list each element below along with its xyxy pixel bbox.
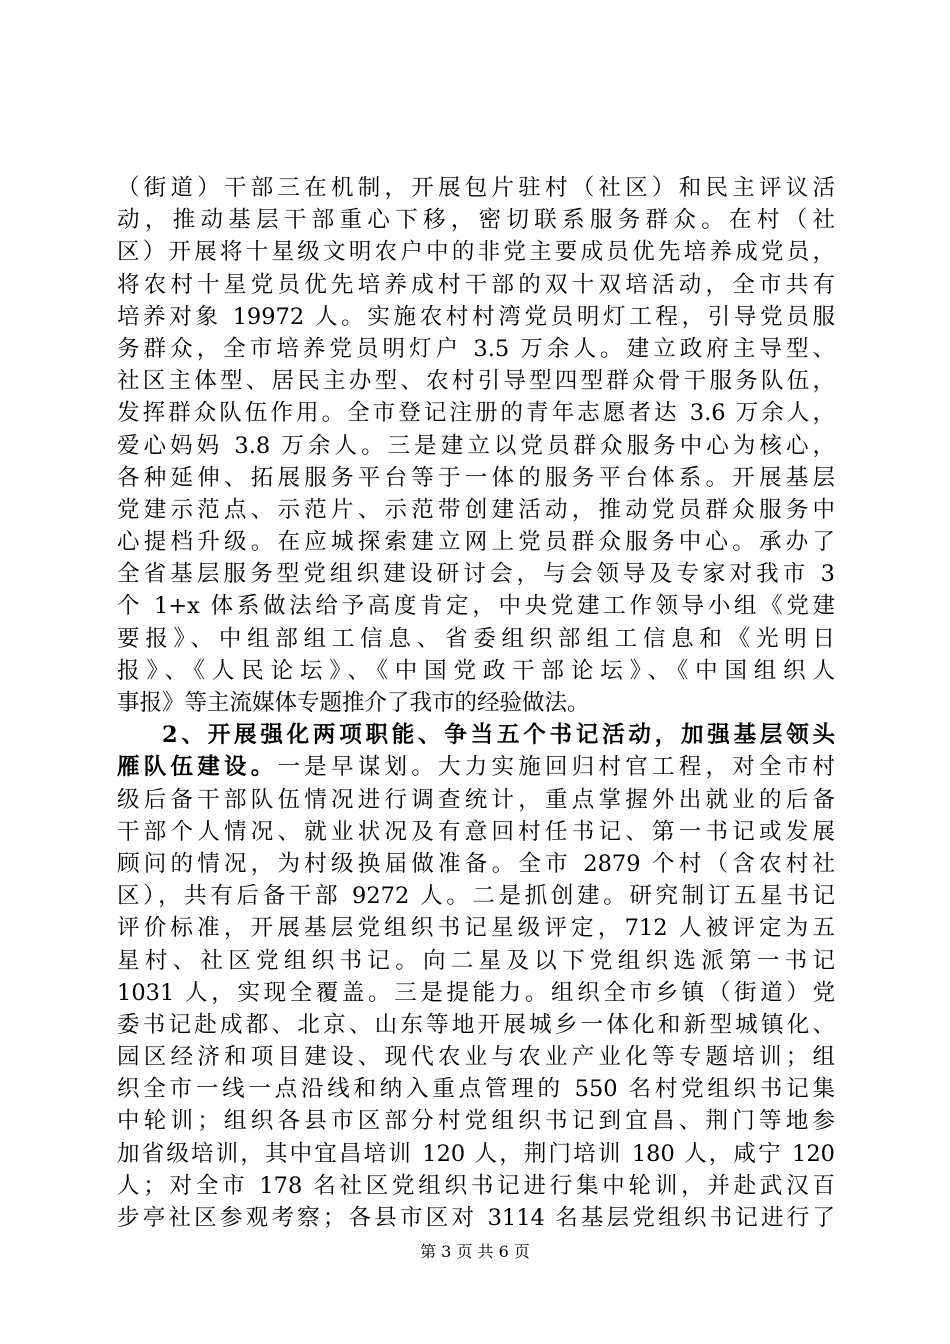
text-line: 织全市一线一点沿线和纳入重点管理的 550 名村党组织书记集 xyxy=(117,1076,835,1103)
text-line: 要报》、中组部组工信息、省委组织部组工信息和《光明日 xyxy=(117,625,835,652)
page-number-footer: 第 3 页 共 6 页 xyxy=(420,1242,530,1261)
text-line: 人；对全市 178 名社区党组织书记进行集中轮训，并赴武汉百 xyxy=(117,1172,835,1199)
document-body xyxy=(117,172,835,1234)
text-line: 心提档升级。在应城探索建立网上党员群众服务中心。承办了 xyxy=(117,529,835,556)
text-line: 加省级培训，其中宜昌培训 120 人，荆门培训 180 人，咸宁 120 xyxy=(117,1140,835,1167)
text-line: 全省基层服务型党组织建设研讨会，与会领导及专家对我市 3 xyxy=(117,561,835,588)
text-line: 报》、《人民论坛》、《中国党政干部论坛》、《中国组织人 xyxy=(117,657,835,684)
text-run: 一是早谋划。大力实施回归村官工程，对全市村 xyxy=(277,754,835,781)
text-line: 级后备干部队伍情况进行调查统计，重点掌握外出就业的后备 xyxy=(117,786,835,813)
text-line: 培养对象 19972 人。实施农村村湾党员明灯工程，引导党员服 xyxy=(117,303,835,330)
text-line: 区）开展将十星级文明农户中的非党主要成员优先培养成党员， xyxy=(117,239,835,266)
text-line: 区），共有后备干部 9272 人。二是抓创建。研究制订五星书记 xyxy=(117,883,835,910)
text-line: 星村、社区党组织书记。向二星及以下党组织选派第一书记 xyxy=(117,947,835,974)
text-line: 园区经济和项目建设、现代农业与农业产业化等专题培训；组 xyxy=(117,1044,835,1071)
text-line: 顾问的情况，为村级换届做准备。全市 2879 个村（含农村社 xyxy=(117,850,835,877)
text-line: 社区主体型、居民主办型、农村引导型四型群众骨干服务队伍， xyxy=(117,368,835,395)
text-line: 评价标准，开展基层党组织书记星级评定，712 人被评定为五 xyxy=(117,915,835,942)
text-line: 务群众，全市培养党员明灯户 3.5 万余人。建立政府主导型、 xyxy=(117,335,835,362)
text-line: 党建示范点、示范片、示范带创建活动，推动党员群众服务中 xyxy=(117,496,835,523)
text-line: （街道）干部三在机制，开展包片驻村（社区）和民主评议活 xyxy=(117,175,835,201)
text-line: 爱心妈妈 3.8 万余人。三是建立以党员群众服务中心为核心， xyxy=(117,432,835,459)
text-line: 事报》等主流媒体专题推介了我市的经验做法。 xyxy=(117,690,590,716)
section-heading: 2、开展强化两项职能、争当五个书记活动，加强基层领头 xyxy=(162,722,835,749)
text-line: 1031 人，实现全覆盖。三是提能力。组织全市乡镇（街道）党 xyxy=(117,979,835,1006)
section-heading-continued: 雁队伍建设。 xyxy=(117,754,278,781)
paragraph-1 xyxy=(117,172,835,719)
text-line: 将农村十星党员优先培养成村干部的双十双培活动，全市共有 xyxy=(117,271,835,298)
text-line: 动，推动基层干部重心下移，密切联系服务群众。在村（社 xyxy=(117,207,835,234)
text-line: 各种延伸、拓展服务平台等于一体的服务平台体系。开展基层 xyxy=(117,464,835,491)
paragraph-2 xyxy=(117,719,835,1234)
text-line xyxy=(117,751,835,783)
text-line: 发挥群众队伍作用。全市登记注册的青年志愿者达 3.6 万余人， xyxy=(117,400,835,427)
text-line: 委书记赴成都、北京、山东等地开展城乡一体化和新型城镇化、 xyxy=(117,1011,835,1038)
text-line: 干部个人情况、就业状况及有意回村任书记、第一书记或发展 xyxy=(117,818,835,845)
text-line: 个 1+x 体系做法给予高度肯定，中央党建工作领导小组《党建 xyxy=(117,593,835,620)
text-line: 中轮训；组织各县市区部分村党组织书记到宜昌、荆门等地参 xyxy=(117,1108,835,1135)
text-line: 步亭社区参观考察；各县市区对 3114 名基层党组织书记进行了 xyxy=(117,1205,835,1231)
